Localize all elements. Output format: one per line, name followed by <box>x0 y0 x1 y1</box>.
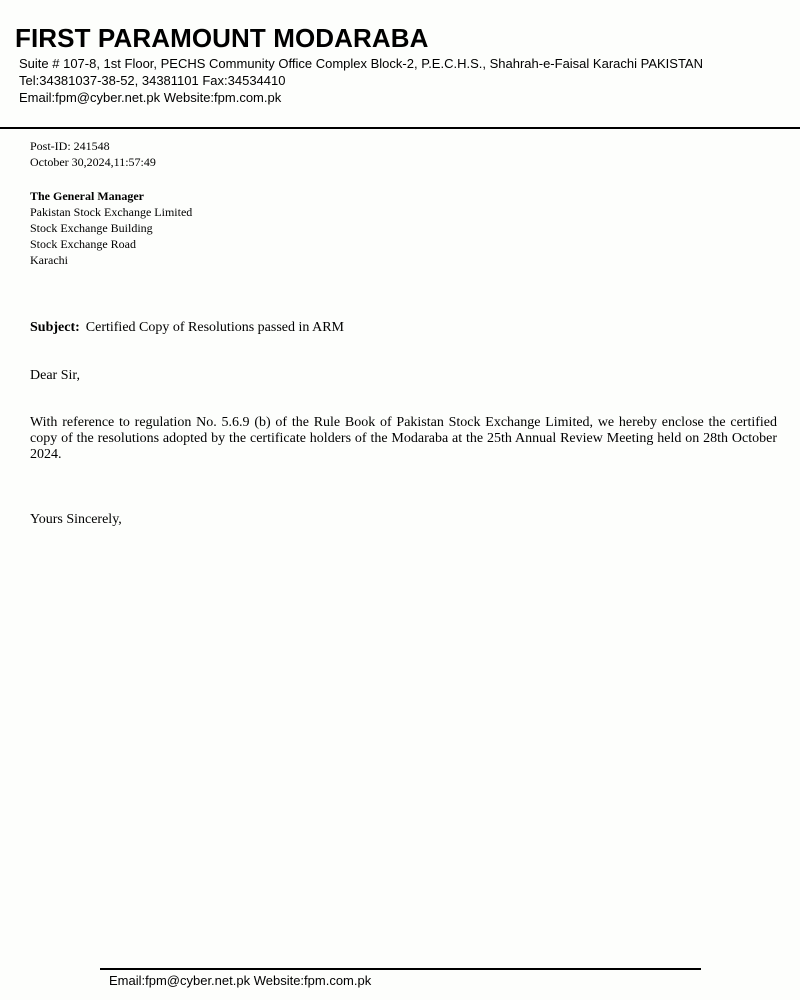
letterhead <box>0 0 800 129</box>
subject-line <box>30 319 344 336</box>
recipient-line: Stock Exchange Building <box>30 221 153 235</box>
footer-divider <box>100 968 701 970</box>
recipient-line: Pakistan Stock Exchange Limited <box>30 205 193 219</box>
salutation: Dear Sir, <box>30 368 80 383</box>
company-name: FIRST PARAMOUNT MODARABA <box>15 23 429 53</box>
recipient-block <box>30 188 192 268</box>
company-address: Suite # 107-8, 1st Floor, PECHS Community Office Complex Block-2, P.E.C.H.S., Shahrah-e-Faisal Karachi PAKISTAN <box>19 56 703 71</box>
letter-body: With reference to regulation No. 5.6.9 (b) of the Rule Book of Pakistan Stock Exchange Limited, we hereby enclose the certified copy of the resolutions adopted by the certificate holders of the Modaraba at the 25th Annual Review Meeting held on 28th October 2024. <box>30 415 777 462</box>
closing: Yours Sincerely, <box>30 512 122 527</box>
post-date-time: October 30,2024,11:57:49 <box>30 155 156 169</box>
company-email-website: Email:fpm@cyber.net.pk Website:fpm.com.pk <box>19 90 282 105</box>
footer-email-website: Email:fpm@cyber.net.pk Website:fpm.com.pk <box>109 973 372 988</box>
company-phone-fax: Tel:34381037-38-52, 34381101 Fax:34534410 <box>19 73 286 88</box>
post-id: Post-ID: 241548 <box>30 139 110 153</box>
subject-label: Subject: <box>30 320 80 335</box>
recipient-title: The General Manager <box>30 189 144 203</box>
recipient-line: Stock Exchange Road <box>30 237 136 251</box>
recipient-line: Karachi <box>30 253 68 267</box>
subject-text: Certified Copy of Resolutions passed in ARM <box>85 320 344 335</box>
